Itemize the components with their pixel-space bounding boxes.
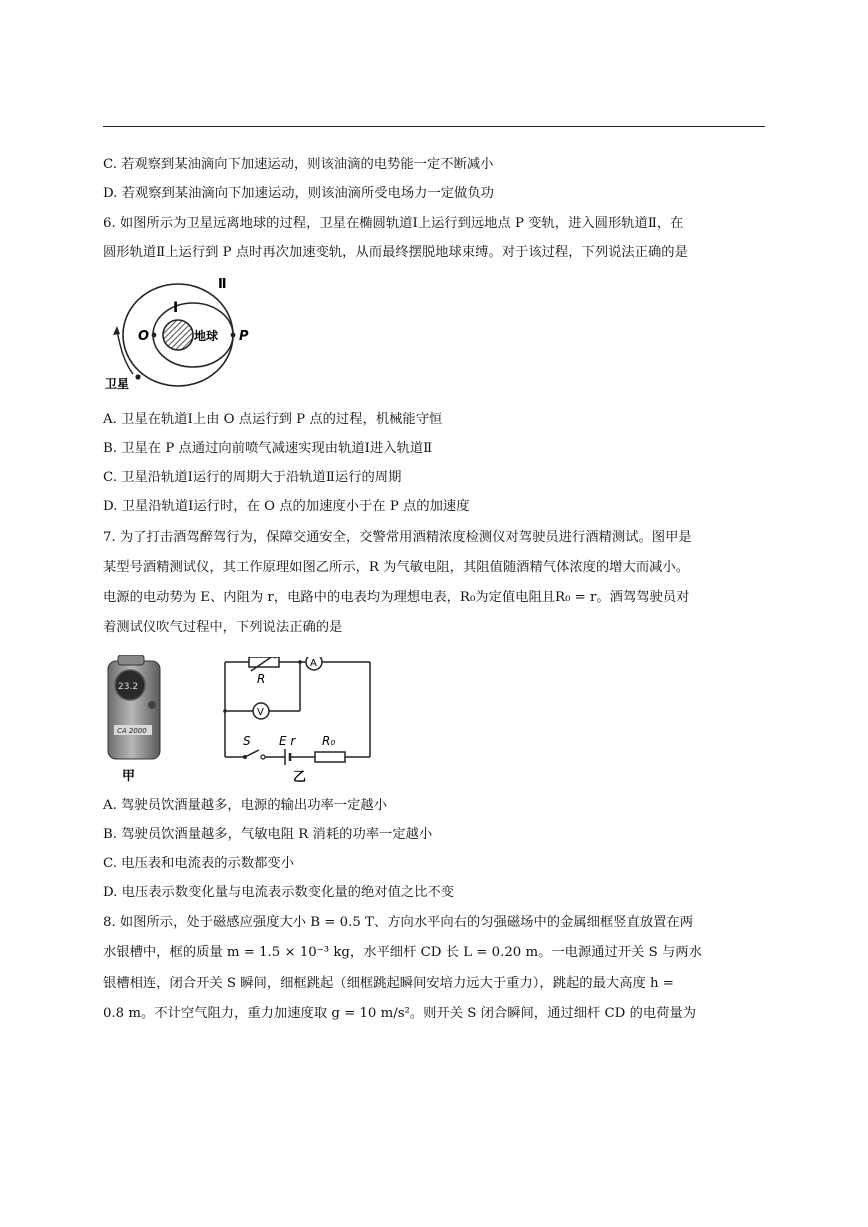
- label-orbit-2: Ⅱ: [218, 277, 227, 292]
- label-yi: 乙: [293, 770, 307, 785]
- junction-dot-2: [223, 709, 227, 713]
- q7-stem-line4: 着测试仪吹气过程中，下列说法正确的是: [103, 620, 343, 635]
- q7-option-d: D. 电压表示数变化量与电流表示数变化量的绝对值之比不变: [103, 885, 455, 900]
- label-voltmeter: V: [257, 707, 264, 718]
- header-rule: [103, 126, 765, 127]
- q7-option-a: A. 驾驶员饮酒量越多，电源的输出功率一定越小: [103, 798, 387, 813]
- q7-option-c: C. 电压表和电流表的示数都变小: [103, 856, 295, 871]
- satellite-orbit-figure: [100, 272, 250, 397]
- device-screen-reading: 23.2: [118, 682, 139, 692]
- q6-stem-line1: 6. 如图所示为卫星远离地球的过程，卫星在椭圆轨道Ⅰ上运行到远地点 P 变轨，进入圆形轨道Ⅱ，在: [103, 216, 684, 231]
- earth-icon: [163, 320, 193, 350]
- label-point-p: P: [239, 329, 249, 344]
- breathalyzer-device-figure: [100, 655, 170, 785]
- label-satellite: 卫星: [105, 377, 130, 391]
- point-o-dot: [152, 333, 157, 338]
- q6-option-a: A. 卫星在轨道Ⅰ上由 O 点运行到 P 点的过程，机械能守恒: [103, 412, 443, 427]
- q8-stem-line4: 0.8 m。不计空气阻力，重力加速度取 g = 10 m/s²。则开关 S 闭合瞬间，通过细杆 CD 的电荷量为: [103, 1006, 697, 1021]
- label-resistor-r: R: [257, 672, 266, 686]
- q7-stem-line1: 7. 为了打击酒驾醉驾行为，保障交通安全，交警常用酒精浓度检测仪对驾驶员进行酒精测试。图甲是: [103, 530, 692, 545]
- q6-option-c: C. 卫星沿轨道Ⅰ运行的周期大于沿轨道Ⅱ运行的周期: [103, 470, 402, 485]
- switch-contact-2: [261, 755, 265, 759]
- label-ammeter: A: [310, 658, 317, 669]
- circuit-figure: [215, 657, 380, 787]
- point-p-dot: [231, 333, 236, 338]
- q5-option-d: D. 若观察到某油滴向下加速运动，则该油滴所受电场力一定做负功: [103, 186, 494, 201]
- q7-stem-line2: 某型号酒精测试仪，其工作原理如图乙所示，R 为气敏电阻，其阻值随酒精气体浓度的增大而减小。: [103, 560, 690, 575]
- label-jia: 甲: [122, 769, 136, 784]
- device-mouthpiece: [118, 655, 144, 665]
- junction-dot: [298, 660, 302, 664]
- switch-blade: [245, 750, 259, 757]
- arrow-head-icon: [113, 326, 120, 335]
- label-earth: 地球: [194, 329, 219, 343]
- resistor-r0: [315, 752, 345, 762]
- q5-option-c: C. 若观察到某油滴向下加速运动，则该油滴的电势能一定不断减小: [103, 157, 494, 172]
- device-model-text: CA 2000: [117, 727, 147, 735]
- q8-stem-line3: 银槽相连，闭合开关 S 瞬间，细框跳起（细框跳起瞬间安培力远大于重力），跳起的最大高度 h =: [103, 976, 674, 991]
- escape-trajectory: [117, 330, 133, 374]
- q8-stem-line1: 8. 如图所示，处于磁感应强度大小 B = 0.5 T、方向水平向右的匀强磁场中的金属细框竖直放置在两: [103, 915, 694, 930]
- label-resistor-r0: R₀: [322, 734, 336, 748]
- switch-contact: [243, 755, 247, 759]
- label-source: E r: [279, 734, 296, 748]
- satellite-dot: [135, 374, 140, 379]
- q7-stem-line3: 电源的电动势为 E、内阻为 r，电路中的电表均为理想电表，R₀为定值电阻且R₀ = r。酒驾驾驶员对: [103, 590, 690, 605]
- label-switch: S: [243, 734, 251, 748]
- device-button: [148, 701, 156, 709]
- q8-stem-line2: 水银槽中，框的质量 m = 1.5 × 10⁻³ kg，水平细杆 CD 长 L = 0.20 m。一电源通过开关 S 与两水: [103, 945, 702, 960]
- label-point-o: O: [138, 329, 150, 344]
- q6-option-b: B. 卫星在 P 点通过向前喷气减速实现由轨道Ⅰ进入轨道Ⅱ: [103, 441, 433, 456]
- q6-stem-line2: 圆形轨道Ⅱ上运行到 P 点时再次加速变轨，从而最终摆脱地球束缚。对于该过程，下列说法正确的是: [103, 245, 688, 260]
- q6-option-d: D. 卫星沿轨道Ⅰ运行时，在 O 点的加速度小于在 P 点的加速度: [103, 499, 470, 514]
- label-orbit-1: Ⅰ: [173, 300, 179, 316]
- q7-option-b: B. 驾驶员饮酒量越多，气敏电阻 R 消耗的功率一定越小: [103, 827, 433, 842]
